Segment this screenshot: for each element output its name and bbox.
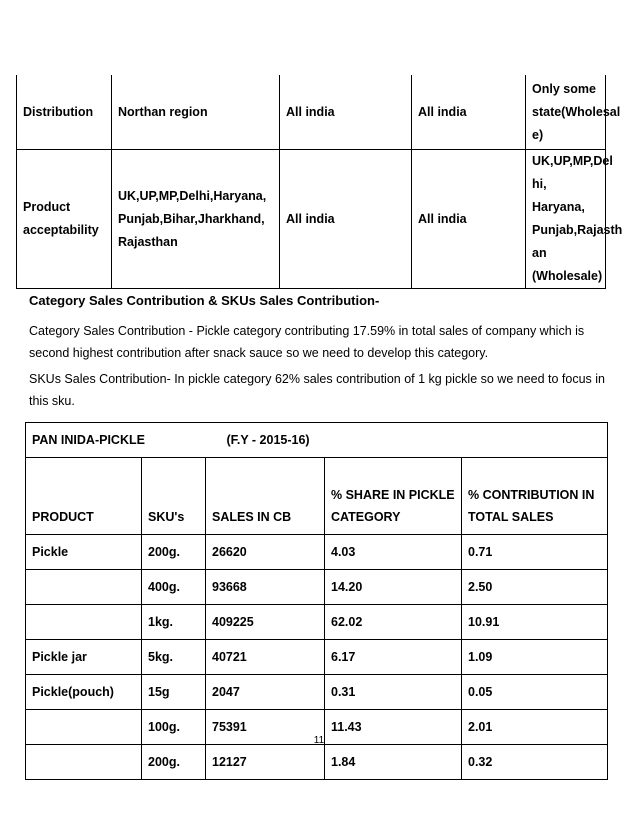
column-header: % CONTRIBUTION IN TOTAL SALES xyxy=(462,458,608,535)
table-title-cell xyxy=(26,423,608,458)
table-cell: All india xyxy=(280,150,412,289)
table-cell: 14.20 xyxy=(325,570,462,605)
table-cell: 11.43 xyxy=(325,710,462,745)
table-cell: UK,UP,MP,Delhi,Haryana, Punjab,Bihar,Jharkhand, Rajasthan xyxy=(112,150,280,289)
table-cell: Only some state(Wholesal e) xyxy=(526,75,606,150)
row-label-distribution: Distribution xyxy=(17,75,112,150)
table-cell: 200g. xyxy=(142,745,206,780)
table-cell: 0.71 xyxy=(462,535,608,570)
table-cell: 1.09 xyxy=(462,640,608,675)
table-cell: 6.17 xyxy=(325,640,462,675)
table-cell: 1.84 xyxy=(325,745,462,780)
column-header: SKU's xyxy=(142,458,206,535)
fiscal-year-label: (F.Y - 2015-16) xyxy=(226,433,310,447)
table-row xyxy=(26,605,608,640)
table-cell xyxy=(26,605,142,640)
table-row xyxy=(26,535,608,570)
table-cell: 15g xyxy=(142,675,206,710)
table-row xyxy=(26,570,608,605)
page-number: 11 xyxy=(313,735,325,746)
table-row xyxy=(26,640,608,675)
distribution-table xyxy=(16,75,623,289)
table-cell: 75391 xyxy=(206,710,325,745)
table-cell: UK,UP,MP,Del hi, Haryana, Punjab,Rajasth an (Wholesale) xyxy=(526,150,606,289)
sku-sales-table xyxy=(25,422,608,780)
category-contribution-paragraph: Category Sales Contribution - Pickle category contributing 17.59% in total sales of company which is second highest contribution after snack sauce so we need to develop this category. xyxy=(29,324,585,360)
table-cell: 40721 xyxy=(206,640,325,675)
table-cell: 0.32 xyxy=(462,745,608,780)
table-cell: Northan region xyxy=(112,75,280,150)
table-cell: 0.05 xyxy=(462,675,608,710)
table-cell: 2.50 xyxy=(462,570,608,605)
table-cell: 200g. xyxy=(142,535,206,570)
table-cell: 26620 xyxy=(206,535,325,570)
table-cell: 4.03 xyxy=(325,535,462,570)
table-cell: 100g. xyxy=(142,710,206,745)
table-cell: Pickle xyxy=(26,535,142,570)
table-cell: All india xyxy=(412,150,526,289)
table-row xyxy=(17,150,606,289)
table-cell: 62.02 xyxy=(325,605,462,640)
table-header-row xyxy=(26,458,608,535)
table-title: PAN INIDA-PICKLE xyxy=(32,433,145,447)
table-cell: 400g. xyxy=(142,570,206,605)
table-title-row xyxy=(26,423,608,458)
table-cell: 1kg. xyxy=(142,605,206,640)
table-cell: 5kg. xyxy=(142,640,206,675)
table-row xyxy=(17,75,606,150)
table-cell xyxy=(26,570,142,605)
table-cell xyxy=(26,745,142,780)
column-header: SALES IN CB xyxy=(206,458,325,535)
column-header: % SHARE IN PICKLE CATEGORY xyxy=(325,458,462,535)
table-cell: 93668 xyxy=(206,570,325,605)
column-header: PRODUCT xyxy=(26,458,142,535)
table-cell: Pickle(pouch) xyxy=(26,675,142,710)
table-cell: 2047 xyxy=(206,675,325,710)
table-row xyxy=(26,675,608,710)
table-cell: Pickle jar xyxy=(26,640,142,675)
section-heading: Category Sales Contribution & SKUs Sales Contribution- xyxy=(29,293,380,308)
table-cell: 2.01 xyxy=(462,710,608,745)
table-cell: 10.91 xyxy=(462,605,608,640)
table-row xyxy=(26,745,608,780)
row-label-product-acceptability: Product acceptability xyxy=(17,150,112,289)
table-cell: All india xyxy=(280,75,412,150)
table-cell: 409225 xyxy=(206,605,325,640)
table-cell: 12127 xyxy=(206,745,325,780)
table-cell: All india xyxy=(412,75,526,150)
table-cell: 0.31 xyxy=(325,675,462,710)
sku-contribution-paragraph: SKUs Sales Contribution- In pickle category 62% sales contribution of 1 kg pickle so we need to focus in this sku. xyxy=(29,372,606,408)
